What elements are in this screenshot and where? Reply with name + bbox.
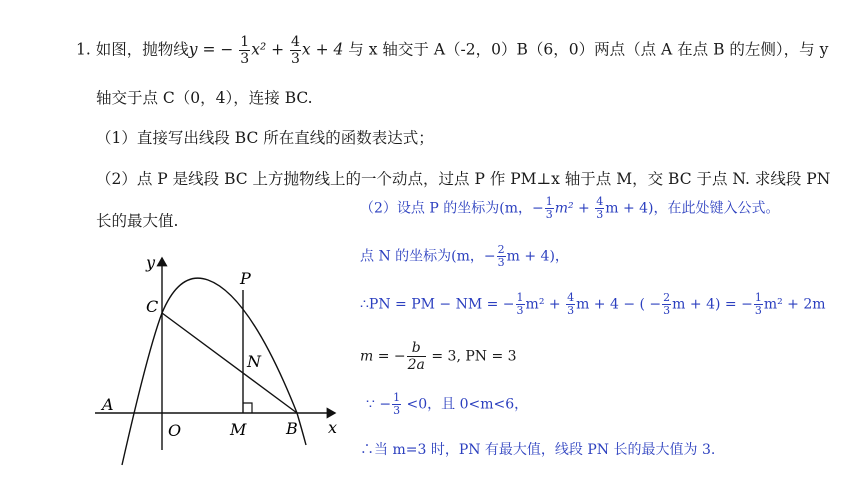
question-1: （1）直接写出线段 BC 所在直线的函数表达式； [96,129,434,147]
solution-line-3: ∴PN = PM − NM = − $\frac{1}{3}$ m² + $\frac{4}{3}$ m + 4 − ( − $\frac{2}{3}$ m + 4) = − $\frac{1}{3}$ m² + 2m [360,291,826,317]
label-y: y [146,253,156,272]
problem-after-eq: 与 x 轴交于 A（-2，0）B（6，0）两点（点 A 在点 B 的左侧），与 y [343,40,829,59]
sol1-frac-2: $\frac{4}{3}$ [596,195,604,221]
eq-mid: x² + [251,40,289,59]
problem-intro: 如图，抛物线 [95,40,189,59]
eq-y: y [188,40,198,59]
label-a: A [102,395,114,414]
problem-line-2: 轴交于点 C（0，4），连接 BC. [96,89,313,107]
sol3-frac-4: $\frac{1}{3}$ [754,291,762,317]
solution-line-5: ∵ − $\frac{1}{3}$ <0，且 0<m<6， [366,391,529,417]
label-o: O [168,421,182,440]
label-m: M [230,420,247,439]
label-n: N [247,352,261,371]
problem-number: 1. [76,40,91,59]
solution-line-2: 点 N 的坐标为(m，− $\frac{2}{3}$ m + 4)， [360,243,569,269]
sol3-frac-3: $\frac{2}{3}$ [663,291,671,317]
eq-equals: = − [197,40,239,59]
label-c: C [146,297,159,316]
sol4-frac: $\frac{b}{2a}$ [407,340,425,373]
sol3-frac-1: $\frac{1}{3}$ [516,291,524,317]
question-2a: （2）点 P 是线段 BC 上方抛物线上的一个动点，过点 P 作 PM⊥x 轴于点 M，交 BC 于点 N. 求线段 PN [96,170,831,188]
problem-line-1 [76,34,828,67]
eq-tail: x + 4 [301,40,344,59]
question-2b: 长的最大值. [96,212,179,230]
label-x: x [328,418,338,437]
parabola-figure [90,250,350,480]
sol2-frac: $\frac{2}{3}$ [497,243,505,269]
solution-line-1: （2）设点 P 的坐标为(m，− $\frac{1}{3}$ m² + $\frac{4}{3}$ m + 4)，在此处键入公式。 [360,195,780,221]
sol3-frac-2: $\frac{4}{3}$ [567,291,575,317]
label-b: B [286,419,298,438]
label-p: P [240,269,251,288]
sol1-frac-1: $\frac{1}{3}$ [545,195,553,221]
solution-line-4: m = − $\frac{b}{2a}$ = 3, PN = 3 [360,340,517,373]
eq-frac-2: $\frac{4}{3}$ [291,34,300,67]
right-angle-mark [243,403,252,413]
eq-frac-1: $\frac{1}{3}$ [240,34,250,67]
sol5-frac: $\frac{1}{3}$ [393,391,401,417]
solution-line-6: ∴当 m=3 时，PN 有最大值，线段 PN 长的最大值为 3. [360,442,716,458]
segment-bc [162,313,297,413]
